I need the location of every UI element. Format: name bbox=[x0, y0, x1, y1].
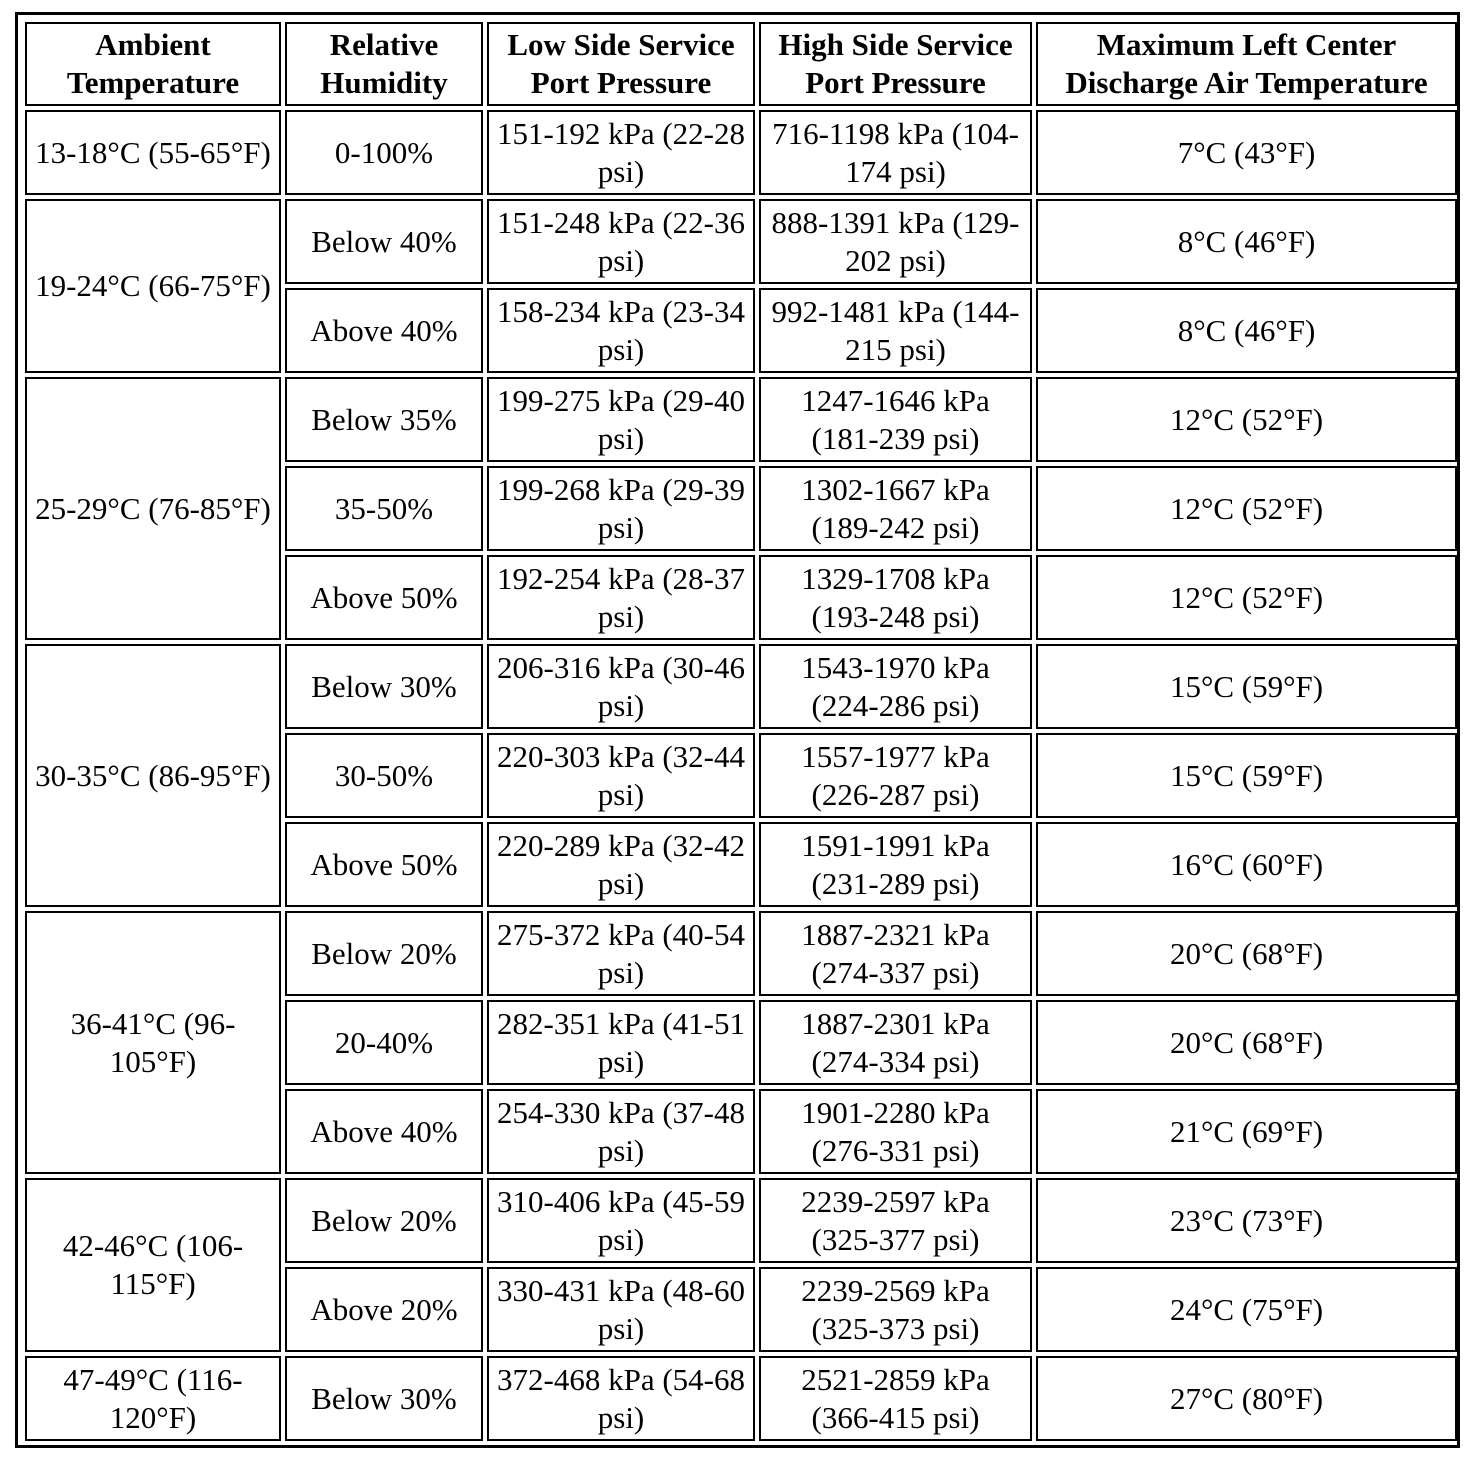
humidity-cell: Above 50% bbox=[285, 555, 483, 640]
spec-table-frame bbox=[15, 12, 1460, 1448]
header-high-side-pressure: High Side Service Port Pressure bbox=[759, 22, 1032, 106]
high-side-pressure-cell: 1591-1991 kPa (231-289 psi) bbox=[759, 822, 1032, 907]
high-side-pressure-cell: 1887-2301 kPa (274-334 psi) bbox=[759, 1000, 1032, 1085]
low-side-pressure-cell: 220-303 kPa (32-44 psi) bbox=[487, 733, 755, 818]
low-side-pressure-cell: 151-248 kPa (22-36 psi) bbox=[487, 199, 755, 284]
high-side-pressure-cell: 888-1391 kPa (129-202 psi) bbox=[759, 199, 1032, 284]
ambient-temperature-cell: 30-35°C (86-95°F) bbox=[25, 644, 281, 907]
humidity-cell: Above 40% bbox=[285, 288, 483, 373]
high-side-pressure-cell: 716-1198 kPa (104-174 psi) bbox=[759, 110, 1032, 195]
humidity-cell: Below 30% bbox=[285, 644, 483, 729]
low-side-pressure-cell: 199-275 kPa (29-40 psi) bbox=[487, 377, 755, 462]
header-low-side-pressure: Low Side Service Port Pressure bbox=[487, 22, 755, 106]
table-row bbox=[25, 1356, 1457, 1441]
high-side-pressure-cell: 1557-1977 kPa (226-287 psi) bbox=[759, 733, 1032, 818]
table-row bbox=[25, 911, 1457, 996]
max-discharge-temperature-cell: 8°C (46°F) bbox=[1036, 199, 1457, 284]
ambient-temperature-cell: 25-29°C (76-85°F) bbox=[25, 377, 281, 640]
low-side-pressure-cell: 199-268 kPa (29-39 psi) bbox=[487, 466, 755, 551]
table-row bbox=[25, 377, 1457, 462]
table-row bbox=[25, 644, 1457, 729]
max-discharge-temperature-cell: 12°C (52°F) bbox=[1036, 466, 1457, 551]
high-side-pressure-cell: 2521-2859 kPa (366-415 psi) bbox=[759, 1356, 1032, 1441]
humidity-cell: Above 20% bbox=[285, 1267, 483, 1352]
max-discharge-temperature-cell: 15°C (59°F) bbox=[1036, 733, 1457, 818]
humidity-cell: 35-50% bbox=[285, 466, 483, 551]
max-discharge-temperature-cell: 7°C (43°F) bbox=[1036, 110, 1457, 195]
high-side-pressure-cell: 1247-1646 kPa (181-239 psi) bbox=[759, 377, 1032, 462]
humidity-cell: Below 30% bbox=[285, 1356, 483, 1441]
high-side-pressure-cell: 2239-2569 kPa (325-373 psi) bbox=[759, 1267, 1032, 1352]
low-side-pressure-cell: 372-468 kPa (54-68 psi) bbox=[487, 1356, 755, 1441]
ac-performance-table bbox=[21, 18, 1461, 1445]
max-discharge-temperature-cell: 24°C (75°F) bbox=[1036, 1267, 1457, 1352]
ambient-temperature-cell: 19-24°C (66-75°F) bbox=[25, 199, 281, 373]
humidity-cell: 0-100% bbox=[285, 110, 483, 195]
low-side-pressure-cell: 151-192 kPa (22-28 psi) bbox=[487, 110, 755, 195]
max-discharge-temperature-cell: 21°C (69°F) bbox=[1036, 1089, 1457, 1174]
max-discharge-temperature-cell: 12°C (52°F) bbox=[1036, 555, 1457, 640]
humidity-cell: Below 20% bbox=[285, 911, 483, 996]
low-side-pressure-cell: 330-431 kPa (48-60 psi) bbox=[487, 1267, 755, 1352]
humidity-cell: Below 35% bbox=[285, 377, 483, 462]
low-side-pressure-cell: 282-351 kPa (41-51 psi) bbox=[487, 1000, 755, 1085]
table-body bbox=[25, 110, 1457, 1441]
high-side-pressure-cell: 1901-2280 kPa (276-331 psi) bbox=[759, 1089, 1032, 1174]
header-row bbox=[25, 22, 1457, 106]
humidity-cell: Below 20% bbox=[285, 1178, 483, 1263]
low-side-pressure-cell: 158-234 kPa (23-34 psi) bbox=[487, 288, 755, 373]
max-discharge-temperature-cell: 27°C (80°F) bbox=[1036, 1356, 1457, 1441]
high-side-pressure-cell: 1329-1708 kPa (193-248 psi) bbox=[759, 555, 1032, 640]
low-side-pressure-cell: 254-330 kPa (37-48 psi) bbox=[487, 1089, 755, 1174]
ambient-temperature-cell: 47-49°C (116-120°F) bbox=[25, 1356, 281, 1441]
max-discharge-temperature-cell: 8°C (46°F) bbox=[1036, 288, 1457, 373]
high-side-pressure-cell: 1887-2321 kPa (274-337 psi) bbox=[759, 911, 1032, 996]
low-side-pressure-cell: 206-316 kPa (30-46 psi) bbox=[487, 644, 755, 729]
max-discharge-temperature-cell: 23°C (73°F) bbox=[1036, 1178, 1457, 1263]
ambient-temperature-cell: 13-18°C (55-65°F) bbox=[25, 110, 281, 195]
table-row bbox=[25, 110, 1457, 195]
humidity-cell: Above 50% bbox=[285, 822, 483, 907]
ambient-temperature-cell: 42-46°C (106-115°F) bbox=[25, 1178, 281, 1352]
low-side-pressure-cell: 220-289 kPa (32-42 psi) bbox=[487, 822, 755, 907]
header-relative-humidity: Relative Humidity bbox=[285, 22, 483, 106]
high-side-pressure-cell: 1543-1970 kPa (224-286 psi) bbox=[759, 644, 1032, 729]
max-discharge-temperature-cell: 12°C (52°F) bbox=[1036, 377, 1457, 462]
low-side-pressure-cell: 275-372 kPa (40-54 psi) bbox=[487, 911, 755, 996]
ambient-temperature-cell: 36-41°C (96-105°F) bbox=[25, 911, 281, 1174]
high-side-pressure-cell: 1302-1667 kPa (189-242 psi) bbox=[759, 466, 1032, 551]
max-discharge-temperature-cell: 20°C (68°F) bbox=[1036, 911, 1457, 996]
max-discharge-temperature-cell: 15°C (59°F) bbox=[1036, 644, 1457, 729]
high-side-pressure-cell: 2239-2597 kPa (325-377 psi) bbox=[759, 1178, 1032, 1263]
humidity-cell: 20-40% bbox=[285, 1000, 483, 1085]
high-side-pressure-cell: 992-1481 kPa (144-215 psi) bbox=[759, 288, 1032, 373]
humidity-cell: Above 40% bbox=[285, 1089, 483, 1174]
max-discharge-temperature-cell: 16°C (60°F) bbox=[1036, 822, 1457, 907]
header-ambient-temperature: Ambient Temperature bbox=[25, 22, 281, 106]
humidity-cell: 30-50% bbox=[285, 733, 483, 818]
header-max-discharge-temperature: Maximum Left Center Discharge Air Temperature bbox=[1036, 22, 1457, 106]
table-row bbox=[25, 199, 1457, 284]
humidity-cell: Below 40% bbox=[285, 199, 483, 284]
low-side-pressure-cell: 310-406 kPa (45-59 psi) bbox=[487, 1178, 755, 1263]
table-row bbox=[25, 1178, 1457, 1263]
low-side-pressure-cell: 192-254 kPa (28-37 psi) bbox=[487, 555, 755, 640]
max-discharge-temperature-cell: 20°C (68°F) bbox=[1036, 1000, 1457, 1085]
